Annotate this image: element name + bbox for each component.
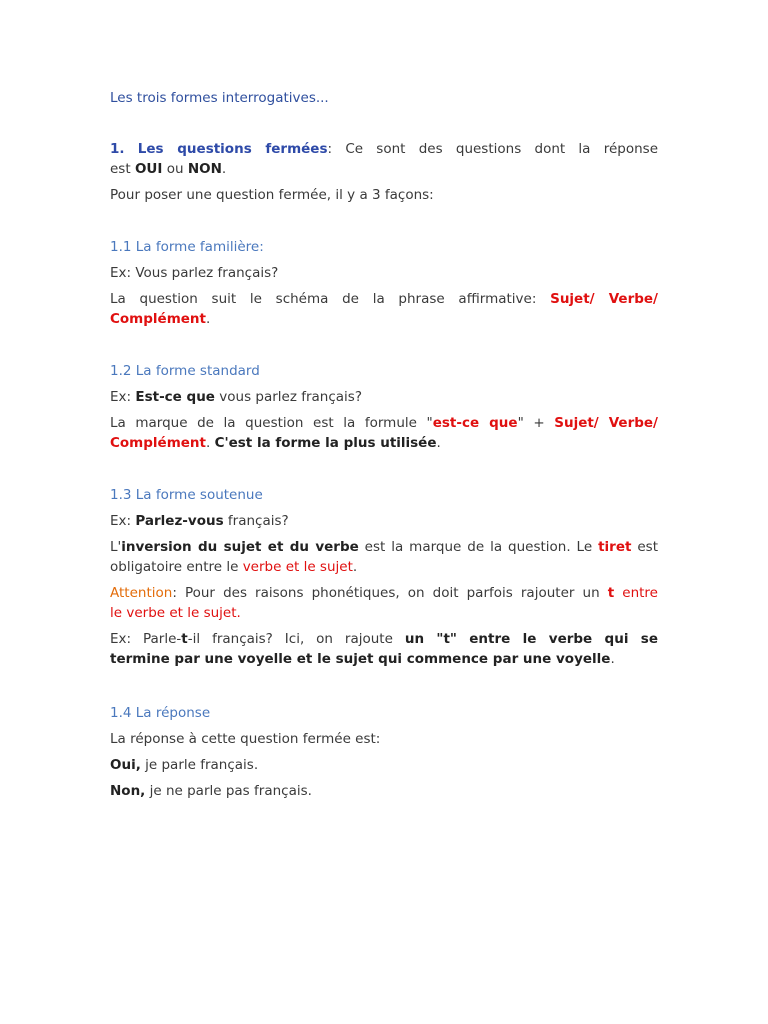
desc-1-1: La question suit le schéma de la phrase affirmative: Sujet/ Verbe/ — [110, 291, 658, 307]
heading-1-1: 1.1 La forme familière: — [110, 239, 264, 255]
heading-1-4: 1.4 La réponse — [110, 705, 211, 721]
example-1-1: Ex: Vous parlez français? — [110, 265, 279, 281]
document-title: Les trois formes interrogatives... — [110, 90, 329, 106]
desc-1-3: L'inversion du sujet et du verbe est la marque de la question. Le tiret est — [110, 539, 658, 555]
example-1-3b: Ex: Parle-t-il français? Ici, on rajoute un "t" entre le verbe qui se — [110, 631, 658, 647]
desc-1-2-cont: Complément. C'est la forme la plus utilisée. — [110, 435, 441, 451]
section-1-intro: 1. Les questions fermées: Ce sont des questions dont la réponse — [110, 141, 658, 157]
answer-non: Non, je ne parle pas français. — [110, 783, 312, 799]
example-1-3: Ex: Parlez-vous français? — [110, 513, 289, 529]
section-1-intro-cont: est OUI ou NON. — [110, 161, 227, 177]
section-heading: Les questions fermées — [137, 141, 328, 157]
heading-1-2: 1.2 La forme standard — [110, 363, 260, 379]
section-number: 1. — [110, 141, 125, 157]
attention-note: Attention: Pour des raisons phonétiques, on doit parfois rajouter un t entre — [110, 585, 658, 601]
heading-1-3: 1.3 La forme soutenue — [110, 487, 263, 503]
attention-label: Attention — [110, 585, 173, 601]
answer-oui: Oui, je parle français. — [110, 757, 259, 773]
section-1-paragraph: Pour poser une question fermée, il y a 3 façons: — [110, 187, 434, 203]
example-1-2: Ex: Est-ce que vous parlez français? — [110, 389, 362, 405]
example-1-3b-cont: termine par une voyelle et le sujet qui commence par une voyelle. — [110, 651, 615, 667]
desc-1-3-cont: obligatoire entre le verbe et le sujet. — [110, 559, 358, 575]
answer-intro: La réponse à cette question fermée est: — [110, 731, 381, 747]
desc-1-1-cont: Complément. — [110, 311, 211, 327]
desc-1-2: La marque de la question est la formule "est-ce que" + Sujet/ Verbe/ — [110, 415, 658, 431]
attention-note-cont: le verbe et le sujet. — [110, 605, 241, 621]
